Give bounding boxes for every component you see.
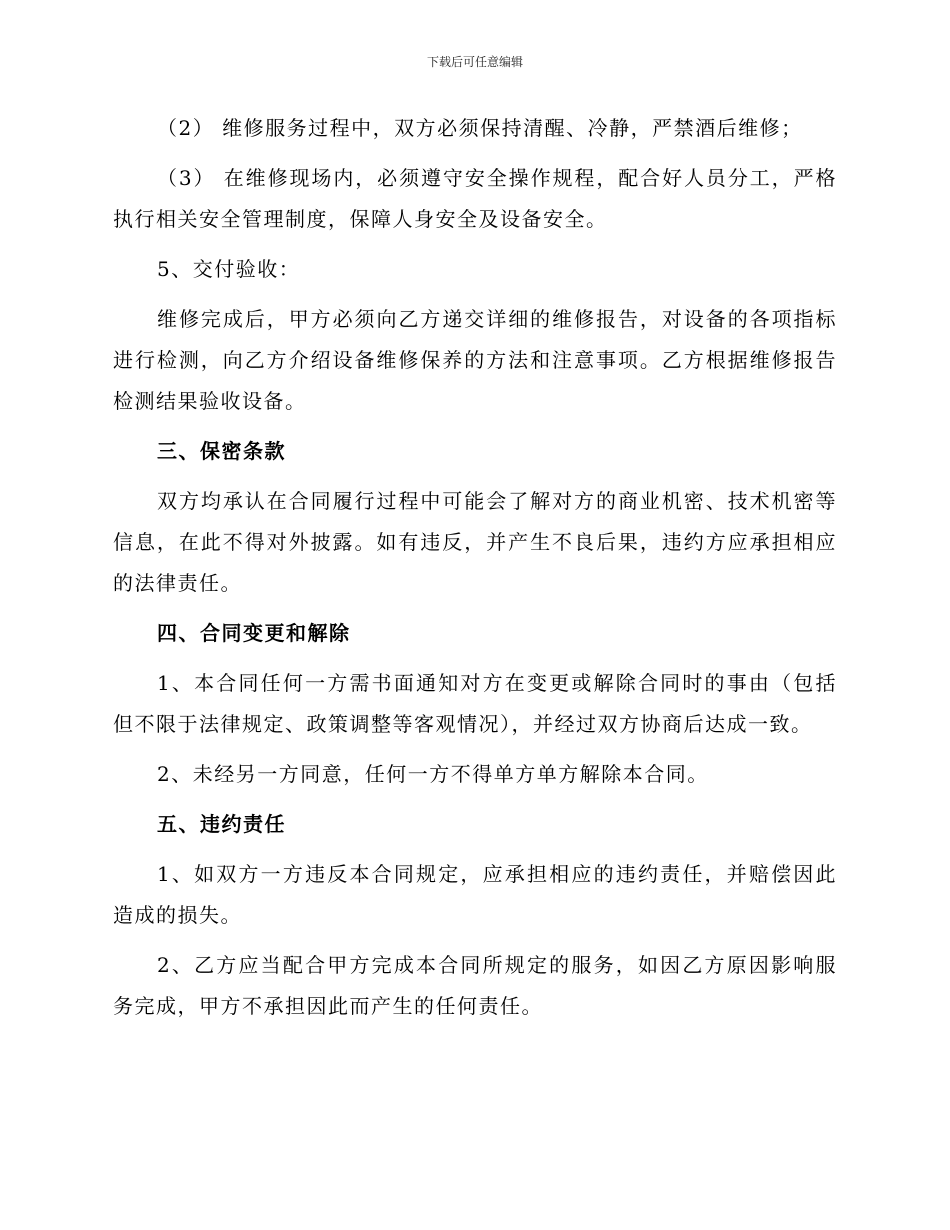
paragraph-modification-2: 2、未经另一方同意，任何一方不得单方单方解除本合同。	[157, 762, 709, 786]
paragraph-item-3: （3） 在维修现场内，必须遵守安全操作规程，配合好人员分工，严格执行相关安全管理制度，保障人身安全及设备安全。	[113, 166, 837, 231]
paragraph-modification-1: 1、本合同任何一方需书面通知对方在变更或解除合同时的事由（包括但不限于法律规定、政策调整等客观情况），并经过双方协商后达成一致。	[113, 671, 837, 736]
document-body	[113, 108, 837, 1027]
section-heading-confidentiality: 三、保密条款	[157, 439, 286, 463]
paragraph-confidentiality: 双方均承认在合同履行过程中可能会了解对方的商业机密、技术机密等信息，在此不得对外披露。如有违反，并产生不良后果，违约方应承担相应的法律责任。	[113, 489, 837, 595]
paragraph-delivery-body: 维修完成后，甲方必须向乙方递交详细的维修报告，对设备的各项指标进行检测，向乙方介绍设备维修保养的方法和注意事项。乙方根据维修报告检测结果验收设备。	[113, 307, 837, 413]
paragraph-delivery-title: 5、交付验收：	[157, 257, 301, 281]
page-header: 下载后可任意编辑	[426, 55, 523, 69]
section-heading-liability: 五、违约责任	[157, 812, 286, 836]
paragraph-liability-2: 2、乙方应当配合甲方完成本合同所规定的服务，如因乙方原因影响服务完成，甲方不承担因此而产生的任何责任。	[113, 953, 837, 1018]
paragraph-liability-1: 1、如双方一方违反本合同规定，应承担相应的违约责任，并赔偿因此造成的损失。	[113, 862, 837, 927]
section-heading-modification: 四、合同变更和解除	[157, 621, 351, 645]
paragraph-item-2: （2） 维修服务过程中，双方必须保持清醒、冷静，严禁酒后维修；	[157, 116, 803, 140]
